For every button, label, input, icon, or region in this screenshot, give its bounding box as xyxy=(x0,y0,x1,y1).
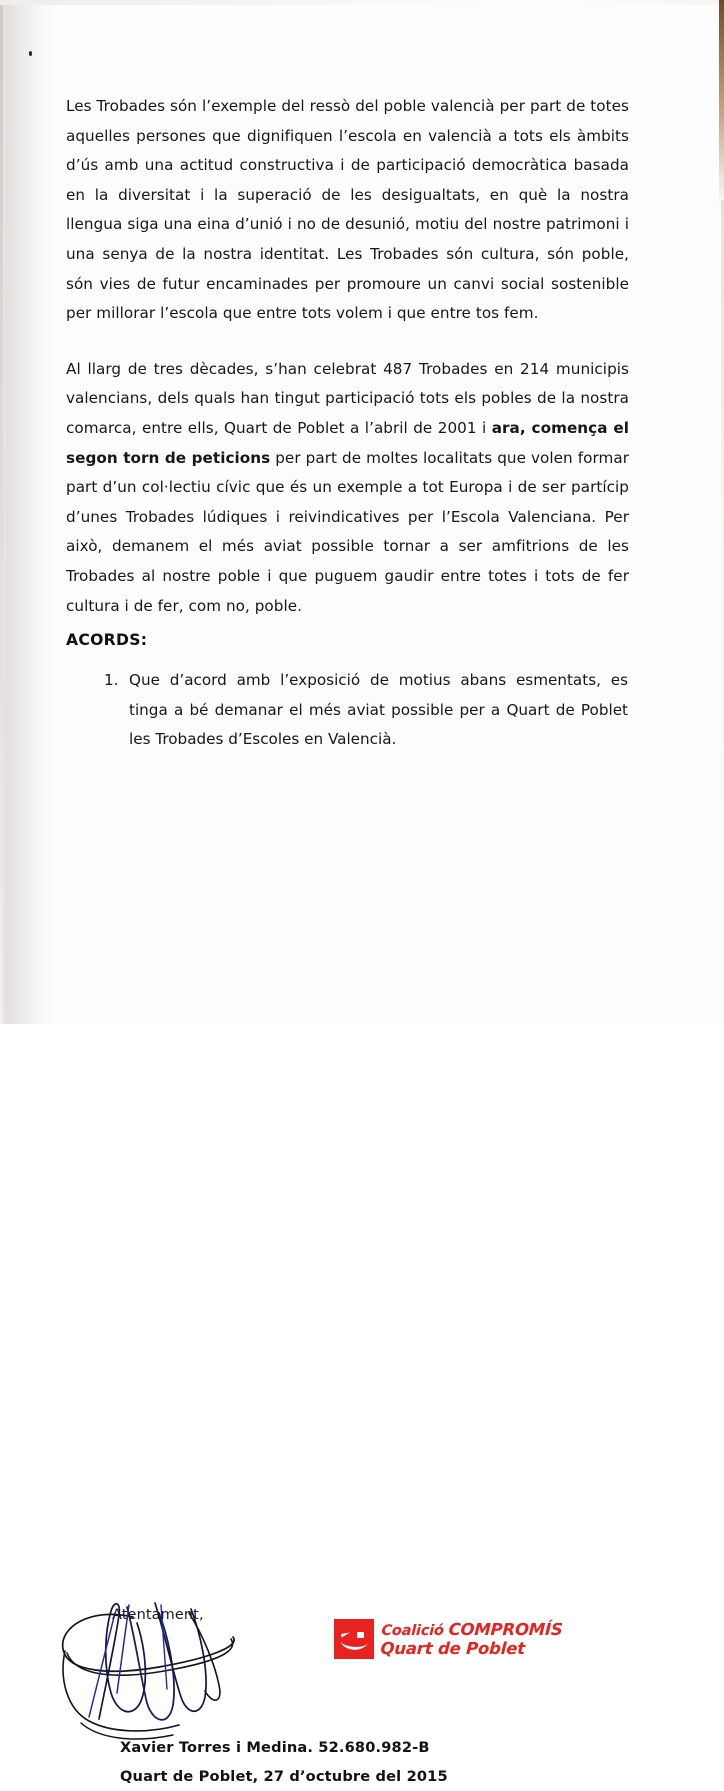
paragraph-2-run-3: per part de moltes localitats que volen formar part d’un col·lectiu cívic que és un exemple a tot Europa i de ser partícip d’unes Trobades lúdiques i reivindicatives per l’Escola Valenciana. Per això, demanem el més aviat possible tornar a ser amfitrions de les Trobades al nostre poble i que puguem gaudir entre totes i tots de fer cultura i de fer, com no, poble. xyxy=(66,448,630,615)
signature-place-and-date: Quart de Poblet, 27 d’octubre del 2015 xyxy=(120,1768,448,1785)
acords-list-item xyxy=(104,666,628,755)
scan-top-edge xyxy=(0,0,724,5)
compromis-logo-line-1-prefix: Coalició xyxy=(381,1622,449,1639)
signature-area xyxy=(0,795,724,1785)
compromis-logo-line-2: Quart de Poblet xyxy=(380,1638,526,1657)
scan-right-edge-dark-band xyxy=(719,0,724,206)
document-body xyxy=(66,92,629,621)
acords-heading: ACORDS: xyxy=(66,631,148,649)
paragraph-1 xyxy=(66,92,629,329)
paragraph-2-bold-phrase: ara, comença el segon torn de peticions xyxy=(66,418,629,467)
closing-salutation: Atentament, xyxy=(112,1607,204,1623)
paragraph-1-run-1: Les Trobades són l’exemple del ressò del poble valencià per part de totes aquelles persones que dignifiquen l’escola en valencià a tots els àmbits d’ús amb una actitud constructiva i de participació democràtica basada en la diversitat i la superació de les desigualtats, en què la nostra llengua siga una eina d’unió i no de desunió, motiu del nostre patrimoni i una senya de la nostra identitat. Les Trobades són cultura, són poble, són vies de futur encaminades per promoure un canvi social sostenible per millorar l’escola que entre tots volem i que entre tos fem. xyxy=(66,97,629,323)
acords-item-text: Que d’acord amb l’exposició de motius abans esmentats, es tinga a bé demanar el més aviat possible per a Quart de Poblet les Trobades d’Escoles en Valencià. xyxy=(129,671,628,749)
paragraph-2 xyxy=(66,355,629,621)
signatory-name-and-id: Xavier Torres i Medina. 52.680.982-B xyxy=(120,1739,430,1756)
paragraph-2-run-1: Al llarg de tres dècades, s’han celebrat 487 Trobades en 214 municipis valencians, dels quals han tingut participació tots els pobles de la nostra comarca, entre ells, Quart de Poblet a l’abril de 2001 i xyxy=(66,359,629,437)
winking-smiley-square-icon xyxy=(334,1619,374,1659)
signature-block xyxy=(120,1733,448,1791)
compromis-logo-line-1 xyxy=(381,1619,564,1639)
compromis-logo-text xyxy=(380,1619,564,1657)
compromis-logo xyxy=(334,1619,562,1659)
acords-item-number: 1. xyxy=(104,671,119,689)
scan-speck-artifact xyxy=(29,51,32,56)
acords-list xyxy=(104,666,628,755)
compromis-logo-line-1-main: COMPROMÍS xyxy=(448,1619,564,1639)
